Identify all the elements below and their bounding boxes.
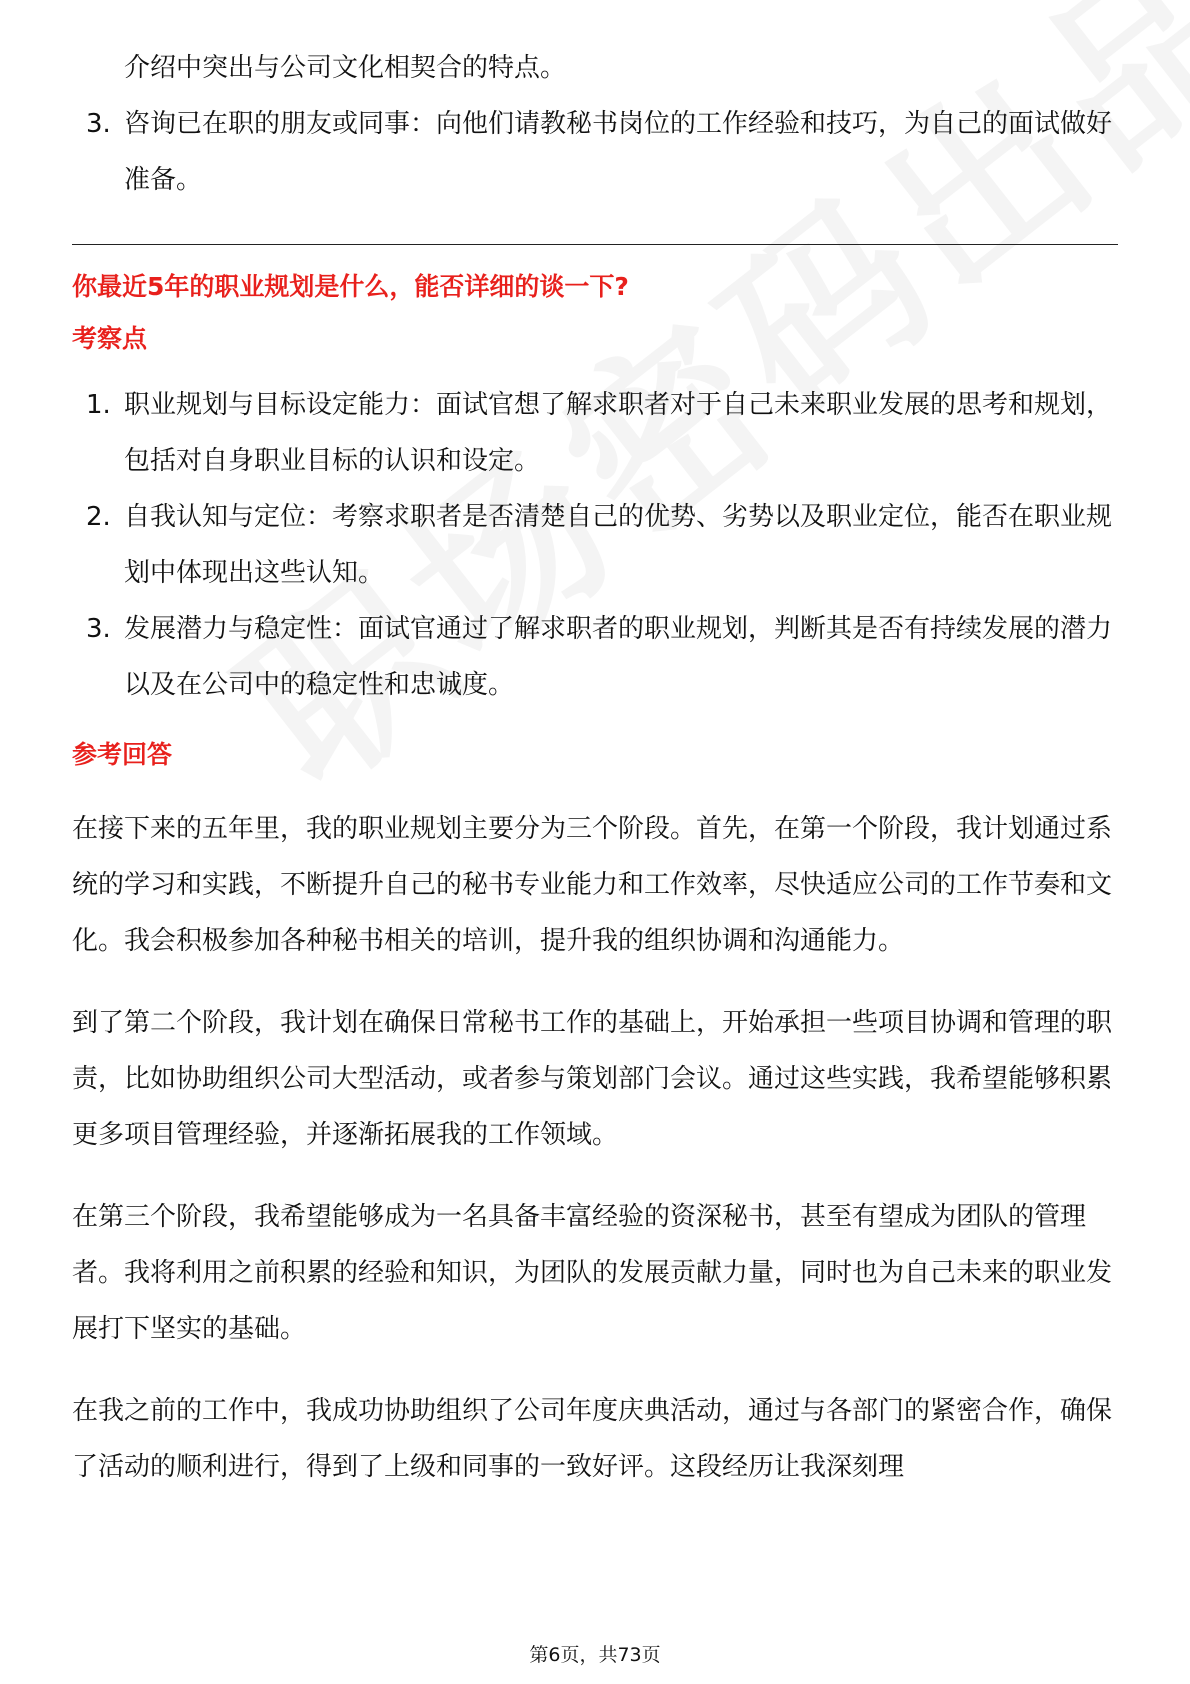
question-heading: 你最近5年的职业规划是什么，能否详细的谈一下? [72,272,629,301]
list-item-text: 自我认知与定位：考察求职者是否清楚自己的优势、劣势以及职业定位，能否在职业规划中体现出这些认知。 [124,502,1113,588]
list-item-number: 1. [86,390,111,420]
list-item-text: 职业规划与目标设定能力：面试官想了解求职者对于自己未来职业发展的思考和规划，包括对自身职业目标的认识和设定。 [124,390,1113,476]
page-content [72,40,1118,1521]
answer-paragraph: 到了第二个阶段，我计划在确保日常秘书工作的基础上，开始承担一些项目协调和管理的职责，比如协助组织公司大型活动，或者参与策划部门会议。通过这些实践，我希望能够积累更多项目管理经验，并逐渐拓展我的工作领域。 [72,1008,1113,1150]
list-item [72,96,1118,208]
list-item-number: 3. [86,614,111,644]
answer-paragraph: 在接下来的五年里，我的职业规划主要分为三个阶段。首先，在第一个阶段，我计划通过系统的学习和实践，不断提升自己的秘书专业能力和工作效率，尽快适应公司的工作节奏和文化。我会积极参加各种秘书相关的培训，提升我的组织协调和沟通能力。 [72,814,1113,956]
list-item-number: 3. [86,109,111,139]
points-list [72,377,1118,713]
list-item-text: 发展潜力与稳定性：面试官通过了解求职者的职业规划，判断其是否有持续发展的潜力以及在公司中的稳定性和忠诚度。 [124,614,1113,700]
section-divider [72,244,1118,245]
answer-heading: 参考回答 [72,740,173,769]
list-item-text: 咨询已在职的朋友或同事：向他们请教秘书岗位的工作经验和技巧，为自己的面试做好准备。 [124,109,1113,195]
page-number: 第6页，共73页 [529,1644,661,1666]
list-item-number: 2. [86,502,111,532]
continuation-text: 介绍中突出与公司文化相契合的特点。 [124,53,567,83]
points-heading: 考察点 [72,324,148,353]
answer-paragraph: 在我之前的工作中，我成功协助组织了公司年度庆典活动，通过与各部门的紧密合作，确保了活动的顺利进行，得到了上级和同事的一致好评。这段经历让我深刻理 [72,1396,1113,1482]
answer-paragraph: 在第三个阶段，我希望能够成为一名具备丰富经验的资深秘书，甚至有望成为团队的管理者。我将利用之前积累的经验和知识，为团队的发展贡献力量，同时也为自己未来的职业发展打下坚实的基础。 [72,1202,1113,1344]
top-list [72,96,1118,208]
list-item [72,489,1118,601]
list-item [72,601,1118,713]
list-item [72,377,1118,489]
